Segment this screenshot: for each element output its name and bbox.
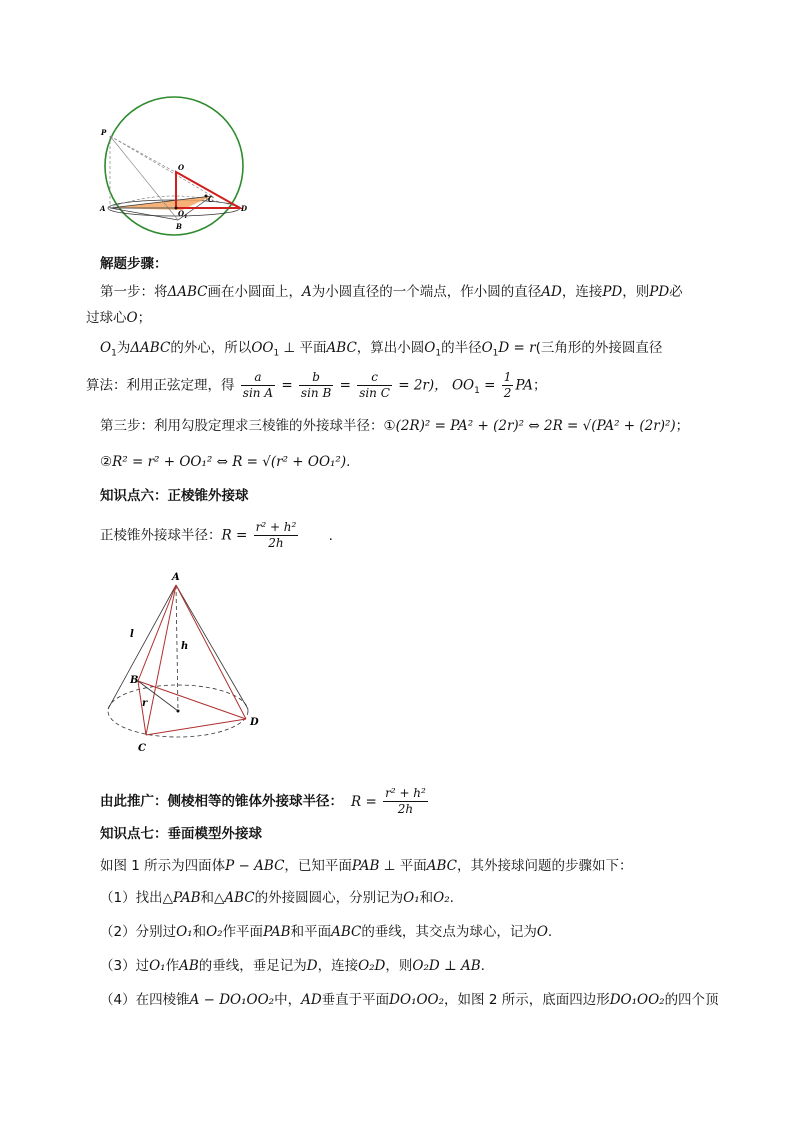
text: 和: [419, 890, 434, 906]
text: ，如图 2 所示，底面四边形: [444, 992, 610, 1008]
num: r² + h²: [385, 786, 426, 800]
math: O₂: [433, 890, 450, 906]
step3-line1: [100, 416, 689, 436]
text: 的半径: [441, 340, 482, 356]
den: sin C: [359, 386, 390, 400]
den: 2: [503, 386, 512, 400]
text: ，其外接球问题的步骤如下：: [457, 858, 633, 874]
text: 正棱锥外接球半径：: [100, 527, 222, 544]
kp7-step4: [100, 990, 719, 1010]
kp6-formula-line: [100, 520, 333, 551]
step1-line1: [100, 282, 683, 302]
text: 作: [165, 958, 180, 974]
kp7-step1: [100, 888, 454, 908]
math: D: [306, 958, 318, 974]
edge-pc: [110, 136, 212, 196]
label-a: A: [100, 204, 106, 213]
math: PD: [602, 284, 623, 300]
text: 的外接圆圆心，分别记为: [254, 890, 404, 906]
math: R² = r² + OO₁² ⇔ R = √(r² + OO₁²): [112, 454, 347, 470]
math: ABC: [426, 858, 458, 874]
generalize-line: [100, 786, 430, 817]
math: O₂: [206, 924, 223, 940]
label-d: D: [250, 717, 259, 728]
math: O: [424, 340, 436, 356]
text: ，连接: [317, 958, 359, 974]
kp7-title: 知识点七：垂面模型外接球: [100, 826, 262, 842]
math: (2R)² = PA² + (2r)² ⇔ 2R = √(PA² + (2r)²): [395, 418, 676, 434]
center-point: [177, 710, 180, 713]
text: 的四个顶: [664, 992, 719, 1008]
math: AB: [179, 958, 199, 974]
text: ⊥ 平面: [379, 858, 427, 874]
text: 和: [192, 924, 207, 940]
fraction-generalize: [383, 786, 428, 817]
sphere-circle: [105, 97, 243, 235]
math: PAB: [263, 924, 291, 940]
math: △ABC: [214, 890, 255, 906]
edge-cd: [146, 719, 246, 735]
fraction-half: [502, 370, 514, 401]
num: a: [241, 370, 275, 386]
fraction-c-sinc: [357, 370, 392, 401]
text: (三角形的外接圆直径: [535, 340, 663, 356]
text: .: [449, 890, 454, 906]
text: 第三步：利用勾股定理求三棱锥的外接球半径：①: [100, 418, 396, 434]
text: .: [346, 454, 351, 470]
step2-line1: [100, 338, 662, 364]
sub: 1: [111, 348, 117, 359]
math: △PAB: [162, 890, 201, 906]
math: = 2r)，: [398, 377, 448, 394]
text: 作平面: [222, 924, 264, 940]
steps-heading: 解题步骤：: [100, 256, 168, 272]
label-r: r: [142, 698, 148, 709]
text: 和: [200, 890, 214, 906]
math: PA: [515, 377, 533, 394]
num: c: [357, 370, 392, 386]
den: sin B: [300, 386, 332, 400]
figure-sphere-tetrahedron: [98, 96, 250, 236]
math: AD: [541, 284, 562, 300]
math: O: [126, 310, 138, 326]
edge-ac: [146, 585, 176, 735]
step2-line2: 算法：利用正弦定理，得 $\frac{a}{\text{sin A}}$ = $\frac{b}{\text{sin B}}$ = $\frac{c}{\text{sin C}}$ = 2r)， $OO_1$ = $\frac{1}{2}$ PA；: [86, 370, 547, 400]
label-l: l: [130, 629, 134, 640]
figure-pyramid-cone: [100, 565, 270, 760]
text: 的垂线，其交点为球心，记为: [361, 924, 537, 940]
math: OO: [451, 377, 475, 394]
math: O₂D: [358, 958, 386, 974]
num: r² + h²: [255, 520, 297, 534]
label-a: A: [172, 572, 180, 583]
den: 2h: [268, 536, 284, 550]
text: 中，: [274, 992, 302, 1008]
math: ABC: [326, 340, 357, 356]
label-o1: O: [178, 209, 185, 218]
den: sin A: [242, 386, 274, 400]
text: 的外心，所以: [170, 340, 252, 356]
text: 如图 1 所示为四面体: [100, 858, 226, 874]
math: O₁: [403, 890, 420, 906]
text: ，算出小圆: [356, 340, 425, 356]
math: O₂D ⊥ AB: [412, 958, 481, 974]
math: ABC: [331, 924, 362, 940]
kp6-title: 知识点六：正棱锥外接球: [100, 488, 249, 504]
math: AD: [301, 992, 322, 1008]
text: ，连接: [561, 284, 603, 300]
edge-ad: [176, 585, 246, 719]
den: 2h: [397, 802, 414, 816]
fraction-a-sina: [241, 370, 275, 401]
kp7-step3: [100, 956, 485, 976]
math: OO: [251, 340, 274, 356]
step3-line2: [100, 452, 350, 472]
text: （1）找出: [100, 890, 163, 906]
math: ΔABC: [130, 340, 171, 356]
math: DO₁OO₂: [609, 992, 665, 1008]
sub: 1: [492, 348, 499, 359]
math: P − ABC: [225, 858, 285, 874]
height-h: [176, 585, 178, 711]
text: （2）分别过: [100, 924, 177, 940]
step1-line2: [86, 308, 151, 328]
math: A: [302, 284, 312, 300]
text: 过球心: [86, 310, 127, 326]
text: 画在小圆面上，: [207, 284, 302, 300]
text: （3）过: [100, 958, 150, 974]
label-d: D: [241, 204, 248, 213]
num: b: [299, 370, 333, 386]
text: 为小圆直径的一个端点，作小圆的直径: [311, 284, 542, 300]
math: O₁: [176, 924, 193, 940]
fraction-b-sinb: [299, 370, 333, 401]
math: D = r: [498, 340, 536, 356]
label-c: C: [208, 195, 214, 204]
text: ⊥ 平面: [279, 340, 327, 356]
math: R =: [351, 793, 377, 810]
text: 算法：利用正弦定理，得: [86, 377, 235, 394]
kp7-paragraph: [100, 856, 633, 876]
text: ，则: [622, 284, 650, 300]
math: O₁: [149, 958, 166, 974]
math: ΔABC: [167, 284, 208, 300]
sub: 1: [435, 348, 442, 359]
text: （4）在四棱锥: [100, 992, 190, 1008]
math: A − DO₁OO₂: [189, 992, 275, 1008]
label-c: C: [138, 743, 146, 754]
text: ；: [675, 418, 690, 434]
text: .: [547, 924, 553, 940]
label-h: h: [181, 641, 189, 652]
num: 1: [503, 370, 512, 384]
text: ②: [100, 454, 113, 470]
text: 的垂线，垂足记为: [198, 958, 307, 974]
text: 垂直于平面: [321, 992, 390, 1008]
label-o1-sub: 1: [184, 214, 188, 220]
text: ；: [137, 310, 152, 326]
text: ；: [532, 377, 547, 394]
math: PAB: [351, 858, 380, 874]
math: PD: [649, 284, 670, 300]
text: .: [328, 527, 333, 544]
text: ，已知平面: [284, 858, 352, 874]
fraction-r2h2-2h: [254, 520, 299, 551]
label-b: B: [130, 675, 139, 686]
text: 为: [116, 340, 131, 356]
text: 必: [669, 284, 683, 300]
math: O: [100, 340, 112, 356]
text: 由此推广：侧棱相等的锥体外接球半径：: [100, 793, 343, 810]
sub: 1: [474, 386, 480, 397]
sub: 1: [273, 348, 280, 359]
math: DO₁OO₂: [389, 992, 445, 1008]
text: .: [480, 958, 485, 974]
math: O: [481, 340, 493, 356]
label-o: O: [178, 163, 185, 172]
math: R =: [221, 527, 248, 544]
math: O: [536, 924, 548, 940]
text: 和平面: [290, 924, 332, 940]
label-b: B: [176, 222, 182, 231]
edge-ab: [138, 585, 176, 681]
label-p: P: [101, 128, 107, 137]
edge-bd: [138, 681, 246, 719]
kp7-step2: [100, 922, 552, 942]
text: ，则: [385, 958, 413, 974]
math: =: [479, 377, 496, 394]
text: 第一步：将: [100, 284, 168, 300]
